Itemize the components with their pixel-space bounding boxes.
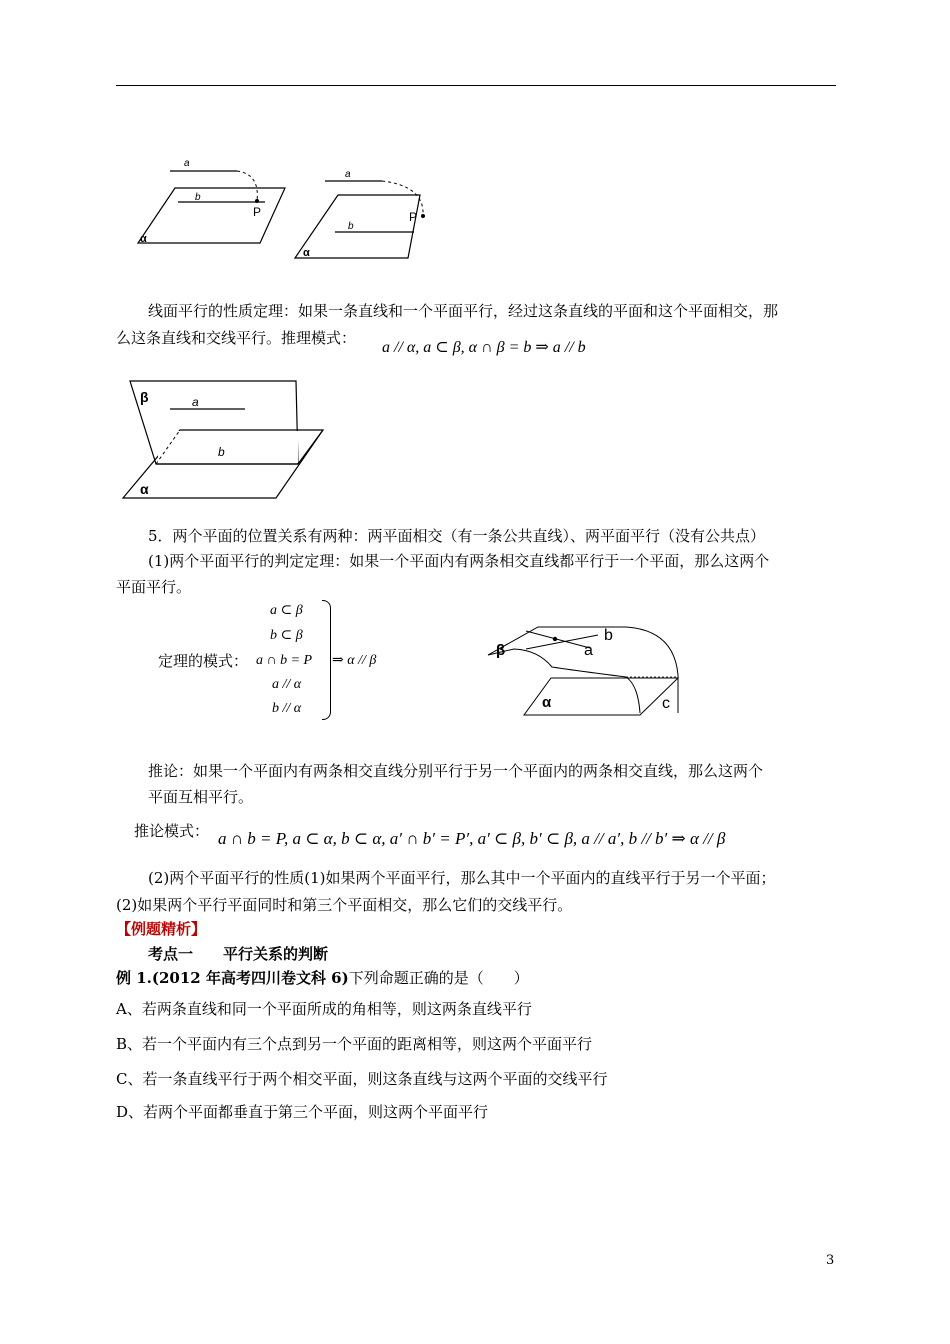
fig2-label-alpha: α (140, 481, 149, 497)
fig1-right-label-b: b (348, 221, 354, 232)
option-d: D、若两个平面都垂直于第三个平面，则这两个平面平行 (116, 1103, 489, 1121)
fig3-label-c: c (662, 695, 670, 712)
fig3-label-a: a (584, 642, 593, 659)
corollary-formula: a ∩ b = P, a ⊂ α, b ⊂ α, a′ ∩ b′ = P′, a′ ⊂ β, b′ ⊂ β, a // a′, b // b′ ⇒ α // β (218, 829, 726, 848)
fig2-label-b: b (218, 445, 225, 459)
example-label: 例 1.(2012 年高考四川卷文科 6) (116, 969, 349, 987)
fig1-left-label-a: a (184, 158, 190, 169)
fig1-right-label-alpha: α (303, 247, 310, 259)
fig1-right-label-p: P (409, 210, 418, 224)
condition-3: a ∩ b = P (256, 653, 313, 668)
property-theorem-line2: 么这条直线和交线平行。推理模式： (116, 329, 357, 347)
fig1-right-label-a: a (345, 169, 351, 180)
fig2-label-a: a (192, 395, 199, 409)
header-rule (116, 85, 836, 86)
fig1-left-label-b: b (195, 192, 201, 203)
example-heading: 【例题精析】 (116, 920, 207, 938)
condition-4: a // α (272, 677, 302, 692)
fig1-left-label-alpha: α (140, 233, 147, 245)
page-number: 3 (826, 1253, 835, 1268)
example-question: 下列命题正确的是（ ） (348, 969, 529, 987)
property2-line1: (2)两个平面平行的性质(1)如果两个平面平行，那么其中一个平面内的直线平行于另一个平面； (148, 869, 776, 887)
theorem-conclusion: ⇒ α // β (332, 653, 377, 668)
property-theorem-line1: 线面平行的性质定理：如果一条直线和一个平面平行，经过这条直线的平面和这个平面相交，那 (148, 302, 779, 320)
corollary-line2: 平面互相平行。 (148, 788, 254, 806)
property-theorem-formula: a // α, a ⊂ β, α ∩ β = b ⇒ a // b (382, 339, 586, 356)
condition-5: b // α (272, 701, 302, 716)
figure-plane-intersection (118, 378, 328, 503)
theorem-mode-label: 定理的模式： (158, 652, 249, 670)
condition-1: a ⊂ β (270, 603, 303, 618)
fig2-label-beta: β (140, 389, 149, 405)
condition-brace (322, 600, 331, 720)
figure-two-planes (486, 605, 691, 725)
figure-line-plane-parallel (120, 150, 420, 270)
option-c: C、若一条直线平行于两个相交平面，则这条直线与这两个平面的交线平行 (116, 1070, 608, 1088)
section5-judgment-line1: (1)两个平面平行的判定定理：如果一个平面内有两条相交直线都平行于一个平面，那么这两个 (148, 552, 770, 570)
fig3-label-alpha: α (542, 694, 552, 711)
section5-title: 5．两个平面的位置关系有两种：两平面相交（有一条公共直线）、两平面平行（没有公共点） (148, 527, 766, 545)
condition-2: b ⊂ β (270, 628, 303, 643)
example-1 (116, 967, 529, 989)
fig3-label-b: b (604, 627, 613, 644)
option-b: B、若一个平面内有三个点到另一个平面的距离相等，则这两个平面平行 (116, 1035, 593, 1053)
fig1-left-label-p: P (253, 205, 262, 219)
topic-title: 考点一 平行关系的判断 (148, 945, 329, 963)
property2-line2: (2)如果两个平行平面同时和第三个平面相交，那么它们的交线平行。 (116, 896, 573, 914)
corollary-line1: 推论：如果一个平面内有两条相交直线分别平行于另一个平面内的两条相交直线，那么这两个 (148, 762, 764, 780)
corollary-mode-label: 推论模式： (134, 822, 210, 840)
section5-judgment-line2: 平面平行。 (116, 578, 192, 596)
fig3-label-beta: β (496, 642, 506, 659)
option-a: A、若两条直线和同一个平面所成的角相等，则这两条直线平行 (116, 1000, 532, 1018)
